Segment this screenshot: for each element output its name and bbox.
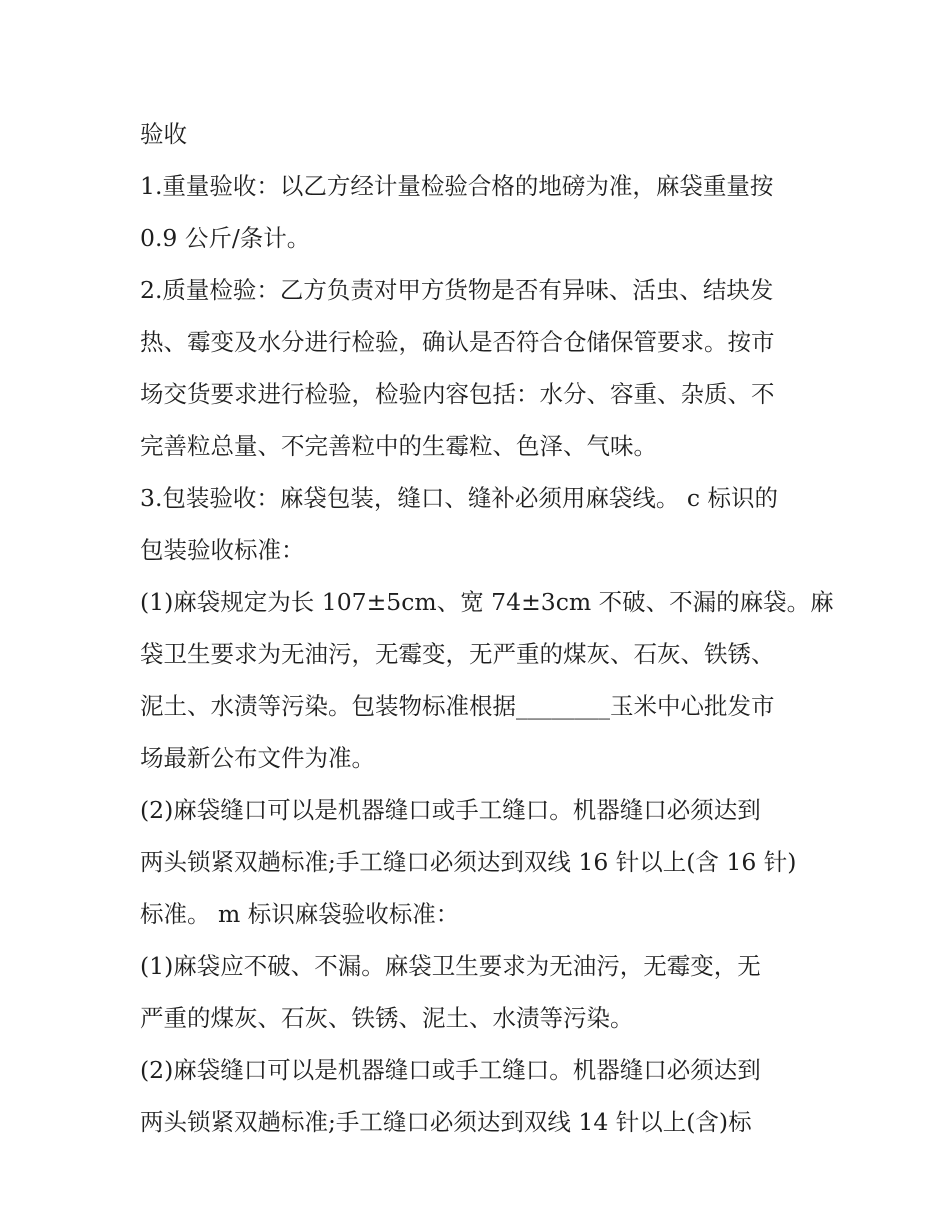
text-line: 完善粒总量、不完善粒中的生霉粒、色泽、气味。: [140, 432, 657, 460]
text-line: 袋卫生要求为无油污，无霉变，无严重的煤灰、石灰、铁锈、: [140, 640, 775, 668]
text-line: 泥土、水渍等污染。包装物标准根据________玉米中心批发市: [140, 692, 775, 720]
text-line: (1)麻袋应不破、不漏。麻袋卫生要求为无油污，无霉变，无: [140, 952, 761, 980]
text-line: 两头锁紧双趟标准;手工缝口必须达到双线 16 针以上(含 16 针): [140, 848, 797, 876]
text-line: 场最新公布文件为准。: [140, 744, 375, 772]
text-line: 严重的煤灰、石灰、铁锈、泥土、水渍等污染。: [140, 1004, 634, 1032]
text-line: 场交货要求进行检验，检验内容包括：水分、容重、杂质、不: [140, 380, 775, 408]
text-line: 1.重量验收：以乙方经计量检验合格的地磅为准，麻袋重量按: [140, 172, 774, 200]
text-line: 0.9 公斤/条计。: [140, 224, 311, 252]
text-line: (1)麻袋规定为长 107±5cm、宽 74±3cm 不破、不漏的麻袋。麻: [140, 588, 834, 616]
text-line: (2)麻袋缝口可以是机器缝口或手工缝口。机器缝口必须达到: [140, 796, 761, 824]
document-body: [140, 108, 834, 1148]
text-line: 热、霉变及水分进行检验，确认是否符合仓储保管要求。按市: [140, 328, 775, 356]
section-heading: 验收: [140, 120, 187, 148]
text-line: 两头锁紧双趟标准;手工缝口必须达到双线 14 针以上(含)标: [140, 1108, 752, 1136]
text-line: (2)麻袋缝口可以是机器缝口或手工缝口。机器缝口必须达到: [140, 1056, 761, 1084]
text-line: 2.质量检验：乙方负责对甲方货物是否有异味、活虫、结块发: [140, 276, 774, 304]
text-line: 标准。 m 标识麻袋验收标准：: [140, 900, 460, 928]
text-line: 3.包装验收：麻袋包装，缝口、缝补必须用麻袋线。 c 标识的: [140, 484, 779, 512]
text-line: 包装验收标准：: [140, 536, 305, 564]
